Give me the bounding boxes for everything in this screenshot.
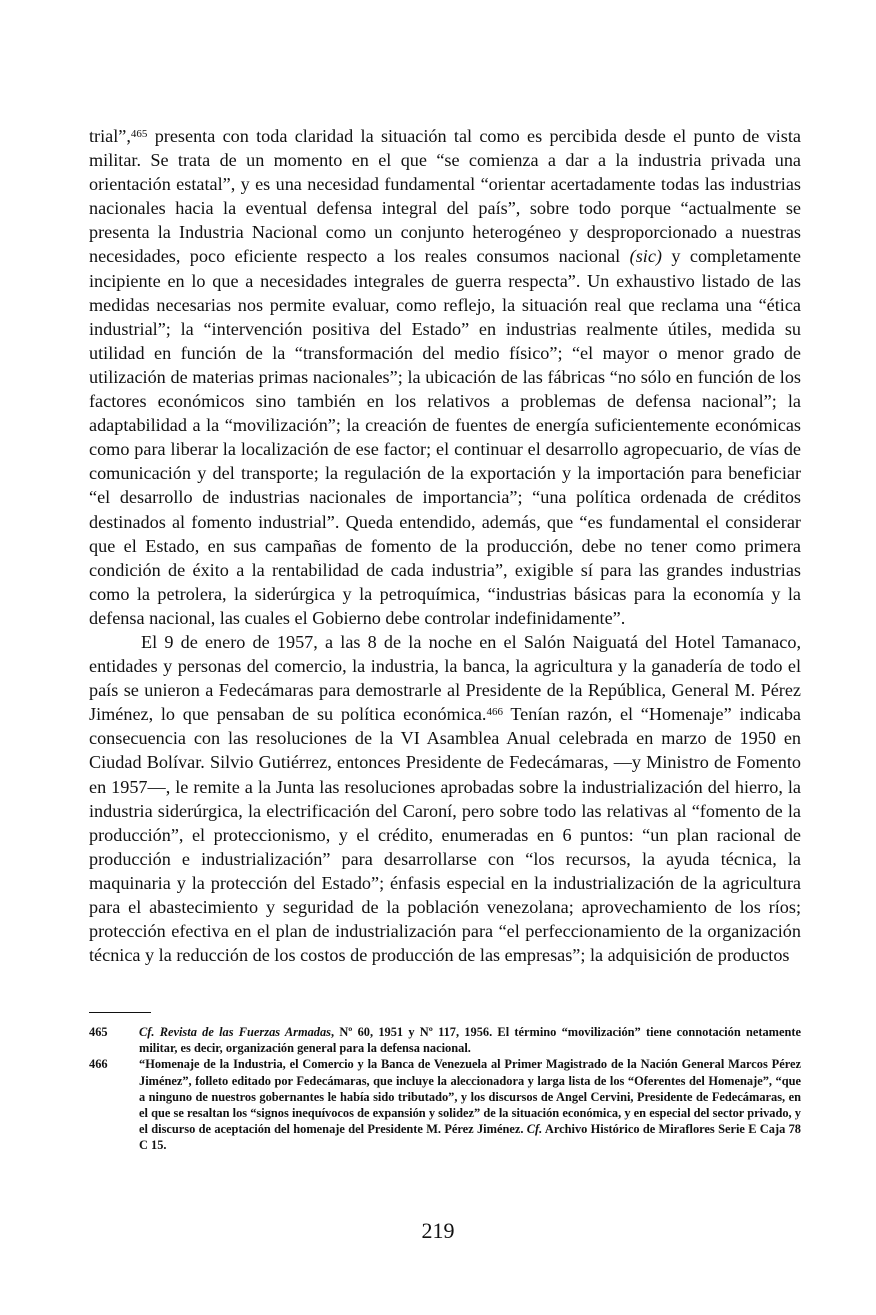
paragraph-text: y completamente incipiente en lo que a necesidades integrales de guerra respecta”. Un exhaustivo listado de las medidas necesarias nos permite evaluar, como reflejo, la situación real que reclama una “ética industrial”; la “intervención positiva del Estado” en industrias realmente útiles, medida su utilidad en función de la “transformación del medio físico”; “el mayor o menor grado de utilización de materias primas nacionales”; la ubicación de las fábricas “no sólo en función de los factores económicos sino también en los relativos a problemas de defensa nacional”; la adaptabilidad a la “movilización”; la creación de fuentes de energía suficientemente económicas como para liberar la localización de ese factor; el continuar el desarrollo agropecuario, de vías de comunicación y del transporte; la regulación de la exportación y la importación para beneficiar “el desarrollo de industrias nacionales de importancia”; “una política ordenada de créditos destinados al fomento industrial”. Queda entendido, además, que “es fundamental el considerar que el Estado, en sus campañas de fomento de la producción, debe no tener como primera condición de éxito a la rentabilidad de cada industria”, exigible sí para las grandes industrias como la petrolera, la siderúrgica y la petroquímica, “industrias básicas para la economía y la defensa nacional, las cuales el Gobierno debe controlar indefinidamente”. [89,246,801,628]
citation-title: Cf. Revista de las Fuerzas Armadas [139,1025,331,1039]
footnote-text [139,1056,801,1153]
page-number: 219 [421,1218,455,1243]
footnote-body: “Homenaje de la Industria, el Comercio y la Banca de Venezuela al Primer Magistrado de la Nación General Marcos Pérez Jiménez”, folleto editado por Fedecámaras, que incluye la aleccionadora y larga lista de los “Oferentes del Homenaje”, “que a ninguno de nuestros gobernantes le había sido tributado”, y los discursos de Angel Cervini, Presidente de Fedecámaras, en el que se resaltan los “signos inequívocos de expansión y solidez” de la situación económica, y en especial del sector privado, y el discurso de aceptación del homenaje del Presidente M. Pérez Jiménez. [139,1057,801,1137]
footnote [89,1056,801,1153]
cf-marker: Cf. [526,1122,543,1137]
footnote-body: , Nº 60, 1951 y Nº 117, 1956. El término “movilización” tiene connotación netamente militar, es decir, organización general para la defensa nacional. [139,1025,801,1056]
body-text [89,124,801,967]
paragraph-text: El 9 de enero de 1957, a las 8 de la noche en el Salón Naiguatá del Hotel Tamanaco, entidades y personas del comercio, la industria, la banca, la agricultura y la ganadería de todo el país se unieron a Fedecámaras para demostrarle al Presidente de la República, General M. Pérez Jiménez, lo que pensaban de su política económica. [89,631,801,725]
footnote-separator [89,1012,151,1013]
footnote-text [139,1024,801,1056]
paragraph-text: Tenían razón, el “Homenaje” indicaba consecuencia con las resoluciones de la VI Asamblea Anual celebrada en marzo de 1950 en Ciudad Bolívar. Silvio Gutiérrez, entonces Presidente de Fedecámaras, —y Ministro de Fomento en 1957—, le remite a la Junta las resoluciones aprobadas sobre la industrialización del hierro, la industria siderúrgica, la electrificación del Caroní, pero sobre todo las relativas al “fomento de la producción”, el proteccionismo, y el crédito, enumeradas en 6 puntos: “un plan racional de producción e industrialización” para desarrollarse con “los recursos, la ayuda técnica, la maquinaria y la protección del Estado”; énfasis especial en la industrialización de la agricultura para el abastecimiento y seguridad de la población venezolana; aprovechamiento de los ríos; protección efectiva en el plan de industrialización para “el perfeccionamiento de la organización técnica y la reducción de los costos de producción de las empresas”; la adquisición de productos [89,704,801,966]
paragraph-text: presenta con toda claridad la situación tal como es percibida desde el punto de vista militar. Se trata de un momento en el que “se comienza a dar a la industria privada una orientación estatal”, y es una necesidad fundamental “orientar acertadamente todas las industrias nacionales hacia la eventual defensa integral del país”, sobre todo porque “actualmente se presenta la Industria Nacional como un conjunto heterogéneo y desproporcionado a nuestras necesidades, poco eficiente respecto a los reales consumos nacional [89,126,801,267]
footnote-number: 465 [89,1025,108,1039]
footnote-reference: 466 [486,706,503,719]
footnote-body: Archivo Histórico de Miraflores Serie E Caja 78 C 15. [139,1122,801,1153]
paragraph [89,630,801,967]
footnote-reference: 465 [130,128,148,140]
footnote-number: 466 [89,1057,108,1072]
footnote [89,1024,801,1056]
paragraph [89,124,801,630]
footnotes [89,1024,801,1154]
sic-marker: (sic) [629,246,662,267]
paragraph-text: trial”, [89,126,131,146]
